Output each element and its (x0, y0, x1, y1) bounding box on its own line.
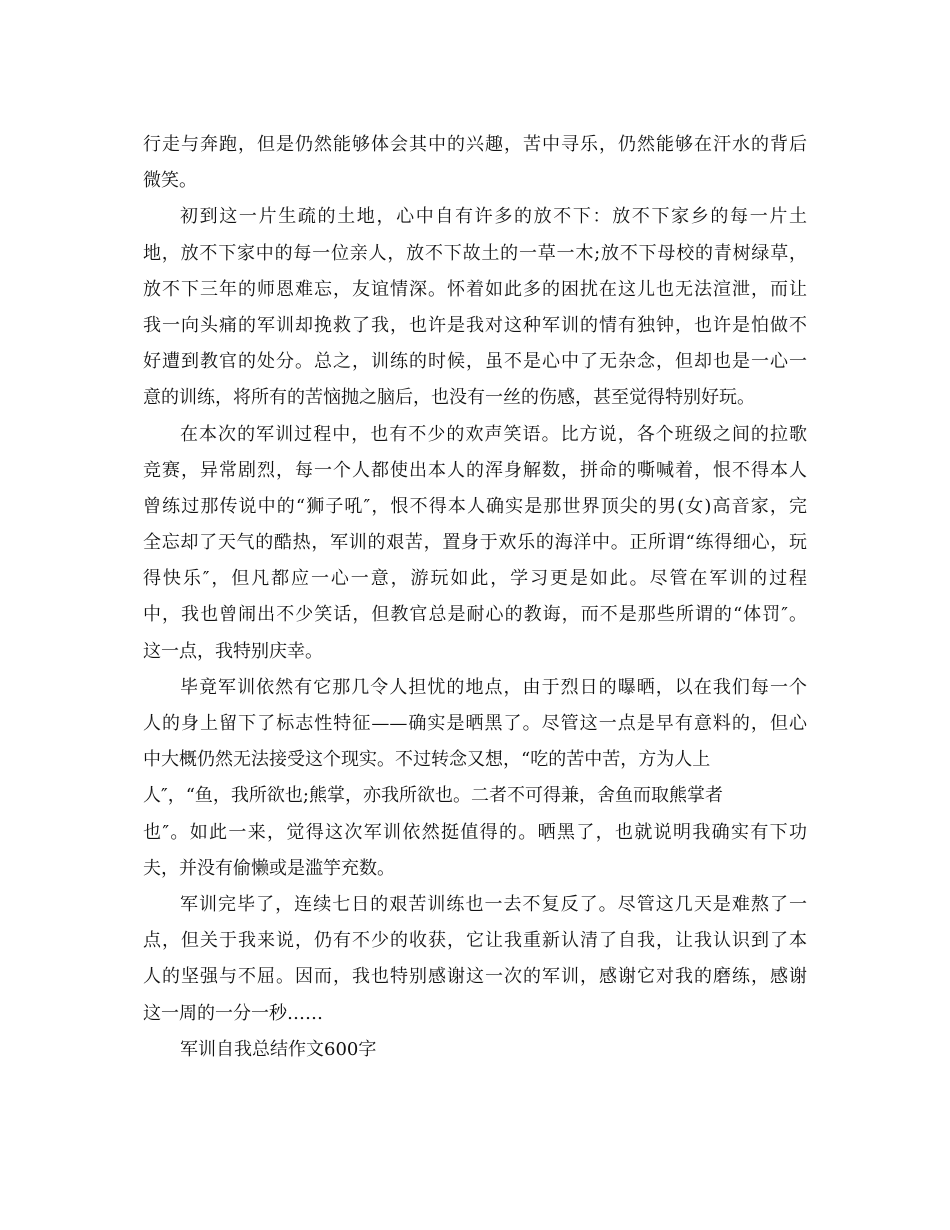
text-line: 竞赛，异常剧烈，每一个人都使出本人的浑身解数，拼命的嘶喊着，恨不得本人 (143, 459, 807, 481)
text-line: 这一周的一分一秒…… (143, 1002, 323, 1024)
text-line: 点，但关于我来说，仍有不少的收获，它让我重新认清了自我，让我认识到了本 (143, 930, 807, 952)
text-line: 军训自我总结作文600字 (180, 1038, 377, 1060)
text-line: 得快乐″，但凡都应一心一意，游玩如此，学习更是如此。尽管在军训的过程 (143, 568, 807, 590)
text-line: 在本次的军训过程中，也有不少的欢声笑语。比方说，各个班级之间的拉歌 (180, 423, 807, 445)
text-line: 军训完毕了，连续七日的艰苦训练也一去不复反了。尽管这几天是难熬了一 (180, 893, 807, 915)
text-line: 微笑。 (143, 170, 197, 192)
text-line: 全忘却了天气的酷热，军训的艰苦，置身于欢乐的海洋中。正所谓“练得细心，玩 (143, 532, 807, 554)
text-line: 行走与奔跑，但是仍然能够体会其中的兴趣，苦中寻乐，仍然能够在汗水的背后 (143, 134, 807, 155)
text-line: 我一向头痛的军训却挽救了我，也许是我对这种军训的情有独钟，也许是怕做不 (143, 314, 807, 336)
text-line: 地，放不下家中的每一位亲人，放不下故土的一草一木;放不下母校的青树绿草， (143, 242, 807, 264)
document-body (143, 127, 807, 1068)
text-line: 夫，并没有偷懒或是滥竽充数。 (143, 857, 395, 879)
text-line: 中，我也曾闹出不少笑话，但教官总是耐心的教诲，而不是那些所谓的“体罚″。 (143, 604, 807, 626)
text-line: 初到这一片生疏的土地，心中自有许多的放不下：放不下家乡的每一片土 (180, 206, 807, 228)
text-line: 放不下三年的师恩难忘，友谊情深。怀着如此多的困扰在这儿也无法渲泄，而让 (143, 278, 807, 300)
text-line: 毕竟军训依然有它那几令人担忧的地点，由于烈日的曝晒，以在我们每一个 (180, 676, 807, 698)
text-line: 意的训练，将所有的苦恼抛之脑后，也没有一丝的伤感，甚至觉得特别好玩。 (143, 387, 755, 409)
text-line: 人的坚强与不屈。因而，我也特别感谢这一次的军训，感谢它对我的磨练，感谢 (143, 966, 807, 988)
text-line: 好遭到教官的处分。总之，训练的时候，虽不是心中了无杂念，但却也是一心一 (143, 351, 807, 373)
text-line: 人″，“鱼，我所欲也;熊掌，亦我所欲也。二者不可得兼，舍鱼而取熊掌者 (143, 785, 723, 807)
text-line: 这一点，我特别庆幸。 (143, 640, 323, 662)
text-line: 人的身上留下了标志性特征——确实是晒黑了。尽管这一点是早有意料的，但心 (143, 713, 807, 734)
text-line: 中大概仍然无法接受这个现实。不过转念又想，“吃的苦中苦，方为人上 (143, 749, 711, 771)
text-line: 曾练过那传说中的“狮子吼″，恨不得本人确实是那世界顶尖的男(女)高音家，完 (143, 495, 807, 517)
text-line: 也″。如此一来，觉得这次军训依然挺值得的。晒黑了，也就说明我确实有下功 (143, 821, 807, 843)
